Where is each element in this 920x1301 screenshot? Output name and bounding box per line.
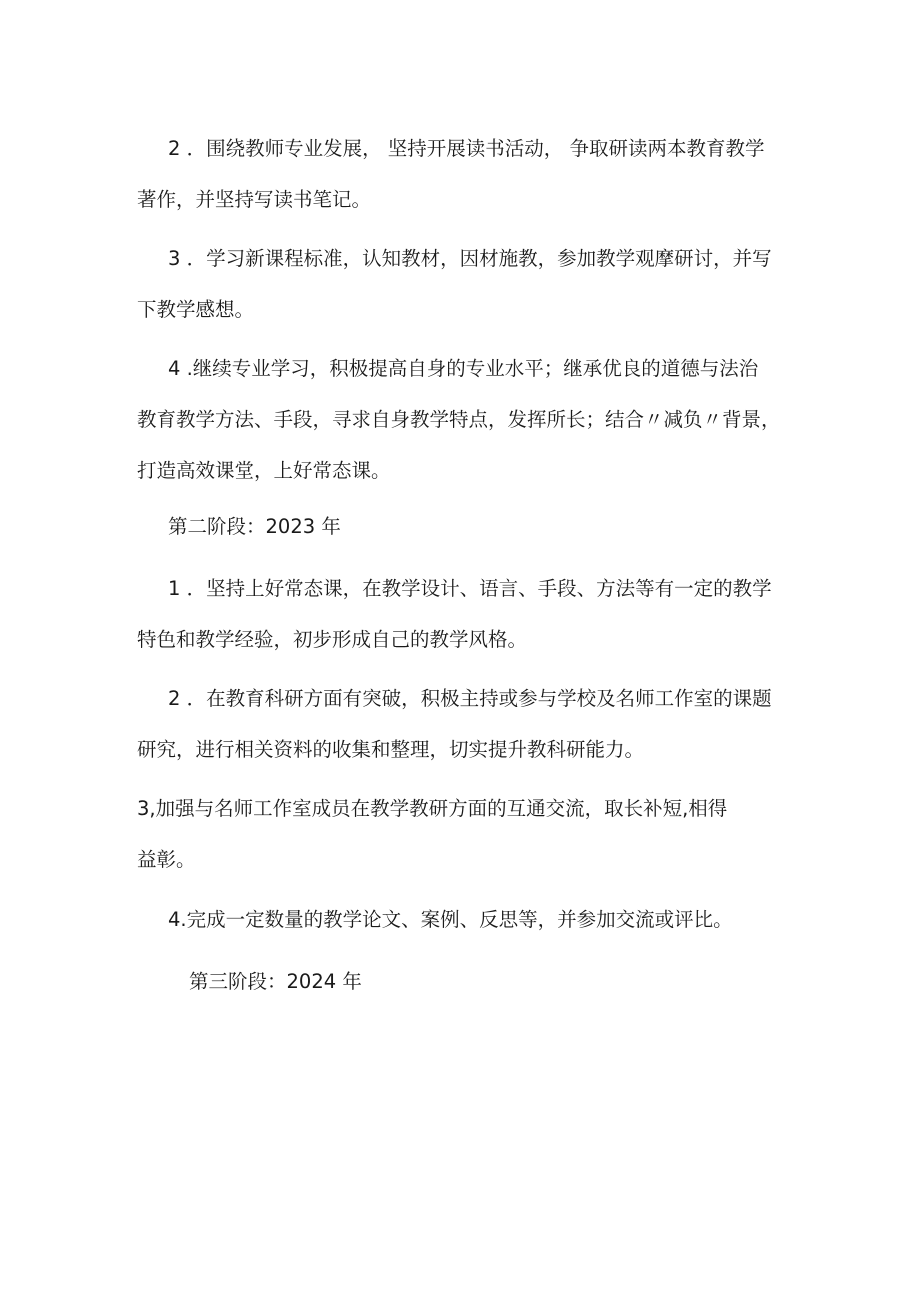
paragraph-line: 教育教学方法、手段，寻求自身教学特点，发挥所长；结合〃减负〃背景，	[137, 408, 781, 431]
paragraph-line: 下教学感想。	[137, 298, 255, 321]
paragraph-line: 4 .继续专业学习，积极提高自身的专业水平；继承优良的道德与法治	[168, 357, 759, 380]
list-item	[137, 123, 797, 225]
paragraph-line: 1 ．坚持上好常态课，在教学设计、语言、手段、方法等有一定的教学	[168, 577, 772, 600]
section-heading: 第二阶段：2023 年	[168, 515, 341, 538]
paragraph-line: 3,加强与名师工作室成员在教学教研方面的互通交流，取长补短,相得	[137, 797, 728, 820]
paragraph-line: 2 ．在教育科研方面有突破，积极主持或参与学校及名师工作室的课题	[168, 687, 772, 710]
paragraph-line: 著作，并坚持写读书笔记。	[137, 188, 372, 211]
paragraph-line: 4.完成一定数量的教学论文、案例、反思等，并参加交流或评比。	[168, 908, 733, 931]
list-item	[137, 343, 797, 496]
paragraph-line: 2 ．围绕教师专业发展， 坚持开展读书活动， 争取研读两本教育教学	[168, 137, 765, 160]
list-item	[137, 563, 797, 665]
paragraph-line: 打造高效课堂，上好常态课。	[137, 459, 391, 482]
list-item	[168, 894, 828, 945]
paragraph-line: 特色和教学经验，初步形成自己的教学风格。	[137, 628, 528, 651]
list-item	[137, 673, 797, 775]
paragraph-line: 研究，进行相关资料的收集和整理，切实提升教科研能力。	[137, 738, 645, 761]
list-item	[137, 233, 797, 335]
section-heading: 第三阶段：2024 年	[189, 970, 362, 993]
list-item	[137, 783, 797, 885]
paragraph-line: 益彰。	[137, 848, 196, 871]
paragraph-line: 3 ．学习新课程标准，认知教材，因材施教，参加教学观摩研讨，并写	[168, 247, 772, 270]
